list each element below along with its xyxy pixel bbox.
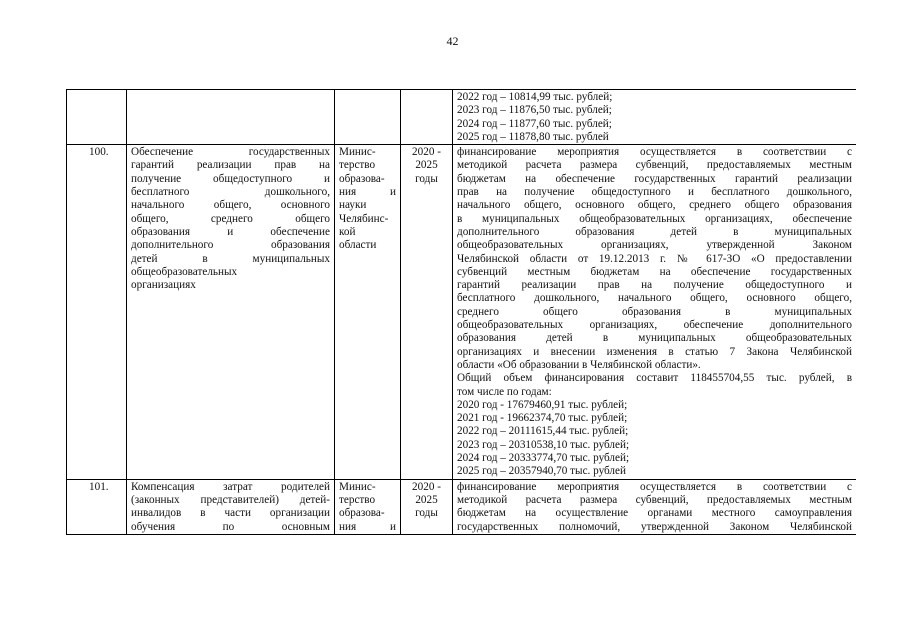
financing-line: методикой расчета размера субвенций, предоставляемых местным (457, 493, 852, 506)
measure-title-line: образования и обеспечение (131, 225, 330, 238)
financing-line: финансирование мероприятия осуществляется в соответствии с (457, 146, 852, 159)
financing-line: методикой расчета размера субвенций, предоставляемых местным (457, 159, 852, 172)
measure-title-line: общеобразовательных (131, 265, 238, 278)
executor-line: ния и (339, 186, 396, 199)
financing-line: дополнительного образования детей в муниципальных (457, 225, 852, 238)
executor (335, 90, 401, 145)
measure-title-line: гарантий реализации прав на (131, 159, 330, 172)
table-row (67, 145, 857, 479)
financing-line: 2025 год – 20357940,70 тыс. рублей (457, 465, 626, 478)
page-number: 42 (446, 34, 459, 48)
financing-line: бюджетам на обеспечение государственных гарантий реализации (457, 172, 852, 185)
financing-line: начального общего, основного общего, среднего общего образования (457, 199, 852, 212)
measure-title-line: инвалидов в части организации (131, 507, 330, 520)
financing-line: общеобразовательных организациях, обеспечение дополнительного (457, 319, 852, 332)
executor-line: терство (339, 159, 376, 172)
financing-line: финансирование мероприятия осуществляется в соответствии с (457, 480, 852, 493)
period-line: 2020 - (412, 480, 441, 493)
measure-title (127, 145, 335, 479)
executor-line: образова- (339, 507, 385, 520)
executor (335, 479, 401, 534)
financing-line: 2020 год - 17679460,91 тыс. рублей; (457, 398, 628, 411)
financing-description (453, 90, 857, 145)
executor-line: Минис- (339, 480, 376, 493)
executor-line: терство (339, 493, 376, 506)
financing-line: субвенций местным бюджетам на обеспечение государственных (457, 265, 852, 278)
financing-line: 2024 год – 11877,60 тыс. рублей; (457, 117, 612, 130)
row-number: 100. (67, 145, 127, 479)
measure-title-line: получение общедоступного и (131, 172, 330, 185)
financing-line: Общий объем финансирования составит 118455704,55 тыс. рублей, в (457, 372, 852, 385)
period (401, 90, 453, 145)
executor-line: ния и (339, 520, 396, 533)
financing-line: бесплатного дошкольного, начального общего, основного общего, (457, 292, 852, 305)
financing-line: бюджетам на осуществление органами местного самоуправления (457, 507, 852, 520)
financing-line: среднего общего образования в муниципальных (457, 305, 852, 318)
period-line: 2025 (415, 493, 438, 506)
financing-line: области «Об образовании в Челябинской области». (457, 358, 701, 371)
financing-line: 2022 год – 10814,99 тыс. рублей; (457, 91, 613, 103)
financing-line: Челябинской области от 19.12.2013 г. № 617-ЗО «О предоставлении (457, 252, 852, 265)
financing-line: 2022 год – 20111615,44 тыс. рублей; (457, 425, 629, 438)
measure-title-line: организациях (131, 279, 196, 292)
measure-title-line: детей в муниципальных (131, 252, 330, 265)
measure-title-line: дополнительного образования (131, 239, 330, 252)
measure-title-line: бесплатного дошкольного, (131, 186, 330, 199)
measure-title (127, 90, 335, 145)
financing-line: образования детей в муниципальных общеобразовательных (457, 332, 852, 345)
executor-line: Минис- (339, 146, 376, 159)
period-line: 2020 - (412, 146, 441, 159)
executor-line: науки (339, 199, 367, 212)
financing-line: в муниципальных общеобразовательных организациях, обеспечение (457, 212, 852, 225)
measure-title-line: Обеспечение государственных (131, 146, 330, 159)
executor-line: кой (339, 225, 356, 238)
financing-line: 2021 год - 19662374,70 тыс. рублей; (457, 412, 628, 425)
measure-title (127, 479, 335, 534)
financing-line: общеобразовательных организациях, утвержденной Законом (457, 239, 852, 252)
financing-line: гарантий реализации прав на получение общедоступного и (457, 279, 852, 292)
financing-line: прав на получение общедоступного и бесплатного дошкольного, (457, 186, 852, 199)
financing-line: 2025 год – 11878,80 тыс. рублей (457, 130, 609, 143)
program-table (66, 89, 856, 630)
measure-title-line: Компенсация затрат родителей (131, 480, 330, 493)
financing-line: 2023 год – 11876,50 тыс. рублей; (457, 104, 612, 117)
period-line: 2025 (415, 159, 438, 172)
financing-description (453, 479, 857, 534)
table-row (67, 90, 857, 145)
financing-line: 2024 год – 20333774,70 тыс. рублей; (457, 452, 630, 465)
financing-description (453, 145, 857, 479)
financing-line: организациях и внесении изменения в статью 7 Закона Челябинской (457, 345, 852, 358)
measure-title-line: обучения по основным (131, 520, 330, 533)
financing-line: 2023 год – 20310538,10 тыс. рублей; (457, 438, 630, 451)
executor-line: Челябинс- (339, 212, 389, 225)
measure-title-line: (законных представителей) детей- (131, 493, 330, 506)
table-row (67, 479, 857, 534)
financing-line: том числе по годам: (457, 385, 552, 398)
row-number (67, 90, 127, 145)
measure-title-line: начального общего, основного (131, 199, 330, 212)
period-line: годы (415, 507, 438, 520)
executor-line: образова- (339, 172, 385, 185)
period (401, 145, 453, 479)
row-number: 101. (67, 479, 127, 534)
period-line: годы (415, 172, 438, 185)
measure-title-line: общего, среднего общего (131, 212, 330, 225)
period (401, 479, 453, 534)
financing-line: государственных полномочий, утвержденной Законом Челябинской (457, 520, 852, 533)
executor (335, 145, 401, 479)
executor-line: области (339, 239, 377, 252)
